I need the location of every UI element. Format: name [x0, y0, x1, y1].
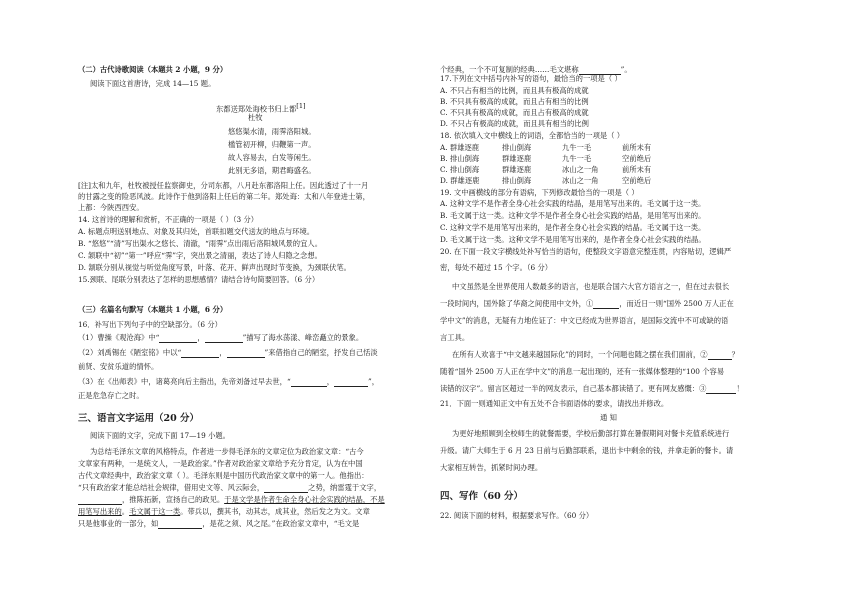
- question-17: 17.下列在文中括号内补写的语句，最恰当的一项是（ ）: [440, 74, 622, 83]
- fill-line-3-cont: 正是危急存亡之时。: [78, 391, 144, 400]
- option-d: D. 不只占有极高的成就，而且具有相当的比例: [440, 119, 589, 128]
- poem-line: 此别无多语，期君晦盛名。: [228, 166, 316, 175]
- blank[interactable]: [291, 378, 327, 387]
- fill-line-2: （2）刘禹锡在《陋室铭》中以“ ， ”来借指自己的陋室，抒发自己恬淡: [78, 348, 378, 357]
- option-d: D. 颔联分别从视觉与听觉角度写景，叶落、花开、鲜声出现时节变换，为颈联伏笔。: [78, 263, 351, 272]
- part-intro: 阅读下面的文字，完成下面 17—19 小题。: [90, 431, 230, 440]
- note-line: 上都：今陕西西安。: [78, 203, 144, 212]
- option-d: D. 毛文属于这一类。这种文学不是用笔写出来的，是作者全身心社会实践的结晶。: [440, 235, 706, 244]
- poem-line: 槛管初开柳，归鞭第一声。: [228, 140, 316, 149]
- section-heading: （二）古代诗歌阅读（本题共 2 小题，9 分）: [78, 65, 228, 74]
- exam-page: （二）古代诗歌阅读（本题共 2 小题，9 分） 阅读下面这首唐诗，完成 14—15 题。 东都送郑处诲校书归上都[1] 杜牧 悠悠渠水清，雨霁洛阳城。 槛管初开柳，归鞭第一声。 故人容易去，白发等闲生。 此别无多语，期君晦盛名。 [注]太和九年，杜牧被授任监察御史，分司东都，八月赴东都洛阳上任。因此透过了十一月 的甘露之变的险恶风波。此诗作于他到洛阳上任后的第二年。郑处诲：太和八年登进士第， 上都：今陕西西安。 14. 这首诗的理解和赏析，不正确的一项是（ ）（3 分） A. 标题点明送别地点、对象及其归处，首联扣题交代送友的地点与环境。 B. “悠悠”“清”写出渠水之悠长、清澈，“雨霁”点出雨后洛阳城风景的宜人。 C. 颔联中“初”“第一”呼应“霁”字，突出景之清丽，表达了诗人归隐之念想。 D. 颔联分别从视觉与听觉角度写景，叶落、花开、鲜声出现时节变换，为颈联伏笔。 15.颈联、尾联分别表达了怎样的思想感情？请结合诗句简要回答。（6 分） （三）名篇名句默写（本题共 1 小题，6 分） 16．补写出下列句子中的空缺部分。（6 分） （1）曹操《观沧海》中“ ， ”描写了海水荡漾、峰峦矗立的景象。 （2）刘禹锡在《陋室铭》中以“ ， ”来借指自己的陋室，抒发自己恬淡 前贤、安贫乐道的情怀。 （3）在《出师表》中，诸葛亮向后主指出，先帝刘备过早去世，“ ， ”， 正是危急存亡之时。 三、语言文字运用（20 分） 阅读下面的文字，完成下面 17—19 小题。 为总结毛泽东文章的风格特点，作者进一步得毛泽东的文章定位为政治家文章：“古今 文章家有两种，一是统文人，一是政治家。”作者对政治家文章给予充分肯定，认为在中国 古代文章经典中，政治家文章（ ）。毛泽东则是中国历代政治家文章中的第一人。他指出： “只有政治家才能总结社会规律，借用史文等、风云际会， 之势，纳雷霆于文字， ，推陈拓新，宣扬自己的政见。于是文学是作者生命全身心社会实践的结晶，不是 用笔写出来的。毛文属于这一类。带兵以，撰其书，动其志，成其业，然后发之为文。文章 只是他事业的一部分，如 ，是花之须、风之尾。”在政治家文章中，“毛文是 个经典，一个不可复制的经典……毛文堪称 ”。 17.下列在文中括号内补写的语句，最恰当的一项是（ ） A. 不只占有相当的比例，而且具有极高的成就 B. 不只具有极高的成就，而且占有相当的比例 C. 不只具有极高的成就，而且占有极高的成就 D. 不只占有极高的成就，而且具有相当的比例 18. 依次填入文中横线上的词语，全都恰当的一项是（ ） A. 群雄逐鹿 排山倒海 九牛一毛 前所未有 B. 排山倒海 群雄逐鹿 九牛一毛 空前绝后 C. 排山倒海 群雄逐鹿 冰山之一角 前所未有 D. 群雄逐鹿 排山倒海 冰山之一角 空前绝后 19. 文中画横线的部分有语病，下列修改最恰当的一项是（ ） A. 这种文学不是作者全身心社会实践的结晶，是用笔写出来的。毛文属于这一类。 B. 毛文属于这一类。这种文学不是作者全身心社会实践的结晶，是用笔写出来的。 C. 这种文学不是用笔写出来的，是作者全身心社会实践的结晶。毛文属于这一类。 D. 毛文属于这一类。这种文学不是用笔写出来的，是作者全身心社会实践的结晶。 20. 在下面一段文字横线处补写恰当的语句，使整段文字语意完整连贯，内容贴切，逻辑严 密，每处不超过 15 个字。（6 分） 中文虽然是全世界使用人数最多的语言，也是联合国六大官方语言之一，但在过去很长 一段时间内，国外除了华裔之间使用中文外，① ，而近日一则“国外 2500 万人正在 学中文”的消息，无疑有力地佐证了：中文已经成为世界语言，是国际交流中不可或缺的语 言工具。 在所有人欢喜于“中文越来越国际化”的同时，一个问题也随之摆在我们面前，② ？ 随着“国外 2500 万人正在学中文”的消息一起出现的，还有一张媒体整理的“100 个容易 读错的汉字”。留言区超过一半的网友表示，自己基本都读错了。更有网友感慨：③ ！ 21．下面一则通知正文中有五处不合书面语体的要求，请找出并修改。 通 知 为更好地照顾到全校师生的就餐需要，学校后勤部打算在暑假期间对餐卡充值系统进行 升级。请广大师生于 6 月 23 日前与后勤部联系，退出卡中剩余的钱，并拿走新的餐卡。请 大家相互转告，抓紧时间办理。 四、写作（60 分） 22. 阅读下面的材料，根据要求写作。（60 分）: [78, 65, 744, 528]
- poem-title: 东都送郑处诲校书归上都[1]: [216, 102, 306, 114]
- option-b: B. 不只具有极高的成就，而且占有相当的比例: [440, 97, 589, 106]
- passage-line: 用笔写出来的。毛文属于这一类。带兵以，撰其书，动其志，成其业，然后发之为文。文章: [78, 507, 370, 516]
- note-line: 的甘露之变的险恶风波。此诗作于他到洛阳上任后的第二年。郑处诲：太和八年登进士第，: [78, 192, 370, 201]
- blank[interactable]: [78, 496, 122, 505]
- option-a: A. 这种文学不是作者全身心社会实践的结晶，是用笔写出来的。毛文属于这一类。: [440, 199, 706, 208]
- question-16: 16．补写出下列句子中的空缺部分。（6 分）: [78, 320, 222, 329]
- poem-line: 故人容易去，白发等闲生。: [228, 153, 316, 162]
- passage-line: ，推陈拓新，宣扬自己的政见。于是文学是作者生命全身心社会实践的结晶，不是: [78, 495, 385, 505]
- blank[interactable]: [159, 334, 197, 343]
- section-heading: （三）名篇名句默写（本题共 1 小题，6 分）: [78, 305, 228, 314]
- poem-line: 悠悠渠水清，雨霁洛阳城。: [228, 127, 316, 136]
- question-15: 15.颈联、尾联分别表达了怎样的思想感情？请结合诗句简要回答。（6 分）: [78, 275, 320, 284]
- fill-line-3: （3）在《出师表》中，诸葛亮向后主指出，先帝刘备过早去世，“ ， ”，: [78, 377, 380, 386]
- passage-line: 古代文章经典中，政治家文章（ ）。毛泽东则是中国历代政治家文章中的第一人。他指出：: [78, 471, 369, 480]
- passage-line: 言工具。: [440, 333, 470, 342]
- option-a: A. 不只占有相当的比例，而且具有极高的成就: [440, 86, 589, 95]
- option-c: C. 颔联中“初”“第一”呼应“霁”字，突出景之清丽，表达了诗人归隐之念想。: [78, 251, 322, 260]
- option-c: C. 这种文学不是用笔写出来的，是作者全身心社会实践的结晶。毛文属于这一类。: [440, 223, 706, 232]
- question-21: 21．下面一则通知正文中有五处不合书面语体的要求，请找出并修改。: [440, 399, 669, 408]
- option-c: C. 不只具有极高的成就，而且占有极高的成就: [440, 108, 589, 117]
- passage-line: 只是他事业的一部分，如 ，是花之须、风之尾。”在政治家文章中，“毛文是: [78, 519, 360, 528]
- part-heading: 四、写作（60 分）: [440, 491, 524, 502]
- blank[interactable]: [334, 378, 368, 387]
- blank[interactable]: [264, 484, 308, 493]
- section-intro: 阅读下面这首唐诗，完成 14—15 题。: [90, 79, 216, 88]
- blank[interactable]: [227, 349, 265, 358]
- notice-title: 通 知: [600, 413, 617, 422]
- notice-line: 大家相互转告，抓紧时间办理。: [440, 463, 543, 472]
- blank[interactable]: [158, 520, 202, 529]
- fill-line-2-cont: 前贤、安贫乐道的情怀。: [78, 362, 159, 371]
- option-b: B. 毛文属于这一类。这种文学不是作者全身心社会实践的结晶，是用笔写出来的。: [440, 211, 706, 220]
- question-14: 14. 这首诗的理解和赏析，不正确的一项是（ ）（3 分）: [78, 215, 259, 224]
- blank[interactable]: [708, 351, 732, 360]
- question-18: 18. 依次填入文中横线上的词语，全都恰当的一项是（ ）: [440, 131, 625, 140]
- blank[interactable]: [593, 300, 619, 309]
- question-19: 19. 文中画横线的部分有语病，下列修改最恰当的一项是（ ）: [440, 188, 639, 197]
- blank[interactable]: [706, 385, 736, 394]
- question-22: 22. 阅读下面的材料，根据要求写作。（60 分）: [440, 511, 594, 520]
- passage-line: 读错的汉字”。留言区超过一半的网友表示，自己基本都读错了。更有网友感慨：③ ！: [440, 384, 744, 393]
- fill-line-1: （1）曹操《观沧海》中“ ， ”描写了海水荡漾、峰峦矗立的景象。: [78, 333, 364, 342]
- question-20-cont: 密，每处不超过 15 个字。（6 分）: [440, 263, 553, 272]
- passage-line: 一段时间内，国外除了华裔之间使用中文外，① ，而近日一则“国外 2500 万人正在: [440, 299, 734, 308]
- passage-line: 文章家有两种，一是统文人，一是政治家。”作者对政治家文章给予充分肯定，认为在中国: [78, 459, 363, 468]
- poem-author: 杜牧: [248, 113, 263, 122]
- footnote-mark: [1]: [296, 102, 306, 110]
- passage-line: 为总结毛泽东文章的风格特点，作者进一步得毛泽东的文章定位为政治家文章：“古今: [90, 447, 364, 456]
- notice-line: 升级。请广大师生于 6 月 23 日前与后勤部联系，退出卡中剩余的钱，并拿走新的餐卡。请: [440, 446, 734, 455]
- passage-line: 随着“国外 2500 万人正在学中文”的消息一起出现的，还有一张媒体整理的“100 个容易: [440, 367, 725, 376]
- note-line: [注]太和九年，杜牧被授任监察御史，分司东都，八月赴东都洛阳上任。因此透过了十一月: [78, 181, 369, 190]
- option-a: A. 标题点明送别地点、对象及其归处，首联扣题交代送友的地点与环境。: [78, 227, 315, 236]
- option-b: B. “悠悠”“清”写出渠水之悠长、清澈，“雨霁”点出雨后洛阳城风景的宜人。: [78, 239, 322, 248]
- passage-continuation: 个经典，一个不可复制的经典……毛文堪称 ”。: [440, 65, 632, 74]
- part-heading: 三、语言文字运用（20 分）: [78, 413, 200, 424]
- passage-line: 学中文”的消息，无疑有力地佐证了：中文已经成为世界语言，是国际交流中不可或缺的语: [440, 316, 729, 325]
- blank[interactable]: [181, 349, 219, 358]
- question-20: 20. 在下面一段文字横线处补写恰当的语句，使整段文字语意完整连贯，内容贴切，逻辑严: [440, 247, 732, 256]
- passage-line: “只有政治家才能总结社会规律，借用史文等、风云际会， 之势，纳雷霆于文字，: [78, 483, 382, 492]
- passage-line: 在所有人欢喜于“中文越来越国际化”的同时，一个问题也随之摆在我们面前，② ？: [452, 350, 739, 359]
- blank[interactable]: [205, 334, 243, 343]
- passage-line: 中文虽然是全世界使用人数最多的语言，也是联合国六大官方语言之一，但在过去很长: [452, 282, 730, 291]
- notice-line: 为更好地照顾到全校师生的就餐需要，学校后勤部打算在暑假期间对餐卡充值系统进行: [452, 429, 730, 438]
